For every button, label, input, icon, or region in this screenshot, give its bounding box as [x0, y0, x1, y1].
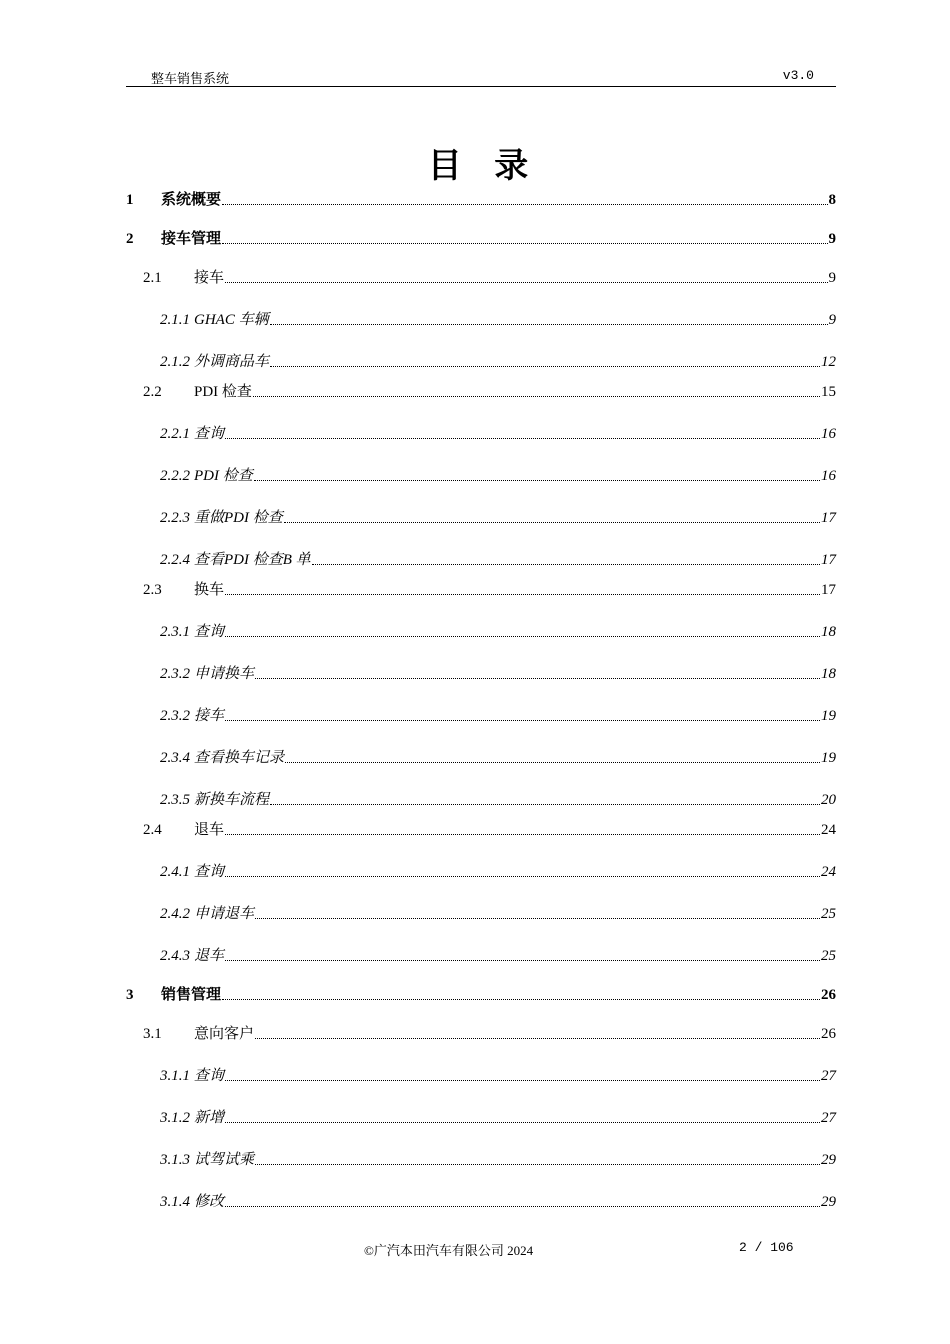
- toc-entry-number: 2.2.3: [160, 510, 190, 526]
- toc-entry[interactable]: [126, 381, 836, 401]
- toc-dot-leader: [225, 594, 820, 595]
- toc-entry-page: 9: [828, 312, 836, 328]
- toc-entry-label: 新换车流程: [194, 792, 270, 808]
- toc-entry-number: 3.1.2: [160, 1110, 190, 1126]
- toc-entry-number: 2.2.1: [160, 426, 190, 442]
- toc-entry-number: 2.3.1: [160, 624, 190, 640]
- toc-dot-leader: [225, 1206, 820, 1207]
- toc-entry[interactable]: [126, 819, 836, 839]
- toc-entry-page: 29: [821, 1152, 836, 1168]
- toc-dot-leader: [225, 834, 820, 835]
- toc-entry[interactable]: [126, 1065, 836, 1085]
- toc-dot-leader: [225, 438, 820, 439]
- toc-entry-number: 2.2.2: [160, 468, 190, 484]
- toc-entry[interactable]: [126, 351, 836, 371]
- toc-dot-leader: [225, 282, 827, 283]
- footer-page-indicator: 2 / 106: [739, 1240, 794, 1255]
- toc-entry-page: 17: [821, 552, 836, 568]
- toc-entry-page: 29: [821, 1194, 836, 1210]
- toc-entry-label: 试驾试乘: [194, 1152, 255, 1168]
- toc-dot-leader: [225, 720, 820, 721]
- toc-entry-page: 26: [821, 1026, 836, 1042]
- toc-dot-leader: [225, 960, 820, 961]
- toc-entry[interactable]: [126, 1107, 836, 1127]
- toc-entry[interactable]: [126, 267, 836, 287]
- toc-entry-number: 2: [126, 231, 134, 247]
- toc-entry-number: 2.4.3: [160, 948, 190, 964]
- toc-entry-label: 查询: [194, 624, 225, 640]
- toc-entry[interactable]: [126, 621, 836, 641]
- toc-dot-leader: [255, 1164, 820, 1165]
- toc-entry-number: 3.1: [143, 1026, 162, 1042]
- toc-entry-page: 25: [821, 948, 836, 964]
- toc-entry-label: 重做PDI 检查: [194, 510, 283, 526]
- toc-entry-label: 查看换车记录: [194, 750, 285, 766]
- toc-entry-label: 接车: [194, 270, 225, 286]
- toc-entry[interactable]: [126, 228, 836, 248]
- toc-entry[interactable]: [126, 1023, 836, 1043]
- toc-dot-leader: [253, 396, 820, 397]
- toc-title: 目 录: [427, 148, 541, 185]
- toc-entry-label: 接车管理: [161, 231, 222, 247]
- toc-entry[interactable]: [126, 903, 836, 923]
- toc-entry-label: 查询: [194, 426, 225, 442]
- toc-entry-number: 1: [126, 192, 134, 208]
- toc-entry-page: 12: [821, 354, 836, 370]
- toc-dot-leader: [270, 804, 820, 805]
- toc-entry-number: 2.1.1: [160, 312, 190, 328]
- toc-entry-page: 17: [821, 510, 836, 526]
- toc-entry[interactable]: [126, 579, 836, 599]
- toc-entry[interactable]: [126, 663, 836, 683]
- toc-entry-page: 24: [821, 822, 836, 838]
- header-version: v3.0: [782, 68, 814, 83]
- toc-entry[interactable]: [126, 1149, 836, 1169]
- toc-entry-number: 2.3: [143, 582, 162, 598]
- toc-entry[interactable]: [126, 549, 836, 569]
- toc-entry-page: 15: [821, 384, 836, 400]
- toc-entry[interactable]: [126, 984, 836, 1004]
- toc-entry[interactable]: [126, 465, 836, 485]
- toc-dot-leader: [312, 564, 820, 565]
- toc-entry-label: 新增: [194, 1110, 225, 1126]
- toc-dot-leader: [225, 876, 820, 877]
- toc-dot-leader: [222, 243, 827, 244]
- toc-entry-label: 退车: [194, 948, 225, 964]
- toc-entry-label: 查询: [194, 1068, 225, 1084]
- toc-entry-page: 8: [828, 192, 836, 208]
- toc-entry-page: 18: [821, 624, 836, 640]
- toc-entry-page: 20: [821, 792, 836, 808]
- toc-entry[interactable]: [126, 1191, 836, 1211]
- toc-entry-number: 2.4.1: [160, 864, 190, 880]
- toc-entry[interactable]: [126, 789, 836, 809]
- toc-entry[interactable]: [126, 507, 836, 527]
- toc-entry[interactable]: [126, 861, 836, 881]
- toc-entry-label: 外调商品车: [194, 354, 270, 370]
- toc-entry-label: 查看PDI 检查B 单: [194, 552, 311, 568]
- header-rule: [126, 86, 836, 87]
- toc-entry-label: 销售管理: [161, 987, 222, 1003]
- toc-entry-page: 16: [821, 426, 836, 442]
- footer-copyright: ©广汽本田汽车有限公司 2024: [364, 1243, 534, 1258]
- toc-entry-page: 9: [828, 270, 836, 286]
- toc-entry-label: 申请退车: [194, 906, 255, 922]
- toc-entry-page: 26: [821, 987, 836, 1003]
- toc-entry-page: 27: [821, 1110, 836, 1126]
- toc-entry-page: 25: [821, 906, 836, 922]
- toc-entry[interactable]: [126, 705, 836, 725]
- toc-dot-leader: [255, 1038, 820, 1039]
- toc-entry-number: 2.2.4: [160, 552, 190, 568]
- header-doc-title: 整车销售系统: [151, 71, 230, 86]
- toc-entry-label: 系统概要: [161, 192, 222, 208]
- toc-dot-leader: [225, 636, 820, 637]
- toc-entry-page: 9: [828, 231, 836, 247]
- toc-dot-leader: [255, 678, 820, 679]
- toc-entry-label: 修改: [194, 1194, 225, 1210]
- toc-entry[interactable]: [126, 423, 836, 443]
- toc-entry-page: 18: [821, 666, 836, 682]
- toc-entry-page: 16: [821, 468, 836, 484]
- toc-entry-page: 24: [821, 864, 836, 880]
- toc-entry-label: 意向客户: [194, 1026, 255, 1042]
- toc-entry-number: 2.1.2: [160, 354, 190, 370]
- toc-entry-label: 退车: [194, 822, 225, 838]
- toc-entry[interactable]: [126, 945, 836, 965]
- toc-entry[interactable]: [126, 309, 836, 329]
- toc-dot-leader: [270, 324, 828, 325]
- toc-entry-number: 2.3.4: [160, 750, 190, 766]
- toc-dot-leader: [225, 1080, 820, 1081]
- toc-dot-leader: [222, 999, 820, 1000]
- toc-entry-page: 17: [821, 582, 836, 598]
- toc-entry-label: GHAC 车辆: [194, 312, 269, 328]
- toc-dot-leader: [284, 522, 820, 523]
- toc-entry-page: 27: [821, 1068, 836, 1084]
- toc-entry-number: 3.1.4: [160, 1194, 190, 1210]
- toc-entry-number: 2.2: [143, 384, 162, 400]
- toc-entry-number: 3.1.1: [160, 1068, 190, 1084]
- toc-dot-leader: [285, 762, 820, 763]
- toc-entry-page: 19: [821, 750, 836, 766]
- toc-entry-number: 2.4: [143, 822, 162, 838]
- toc-dot-leader: [225, 1122, 820, 1123]
- toc-entry-label: 申请换车: [194, 666, 255, 682]
- toc-dot-leader: [270, 366, 820, 367]
- toc-entry-number: 2.1: [143, 270, 162, 286]
- toc-entry-number: 2.3.2: [160, 666, 190, 682]
- toc-entry-label: 查询: [194, 864, 225, 880]
- toc-entry-label: 换车: [194, 582, 225, 598]
- toc-entry-number: 3.1.3: [160, 1152, 190, 1168]
- toc-entry-number: 2.3.5: [160, 792, 190, 808]
- toc-entry-page: 19: [821, 708, 836, 724]
- toc-entry-label: PDI 检查: [194, 384, 252, 400]
- toc-dot-leader: [254, 480, 820, 481]
- toc-dot-leader: [255, 918, 820, 919]
- toc-entry[interactable]: [126, 747, 836, 767]
- toc-entry-number: 2.3.2: [160, 708, 190, 724]
- toc-dot-leader: [222, 204, 827, 205]
- toc-entry-label: PDI 检查: [194, 468, 253, 484]
- toc-entry-number: 3: [126, 987, 134, 1003]
- toc-entry[interactable]: [126, 189, 836, 209]
- toc-entry-label: 接车: [194, 708, 225, 724]
- toc-entry-number: 2.4.2: [160, 906, 190, 922]
